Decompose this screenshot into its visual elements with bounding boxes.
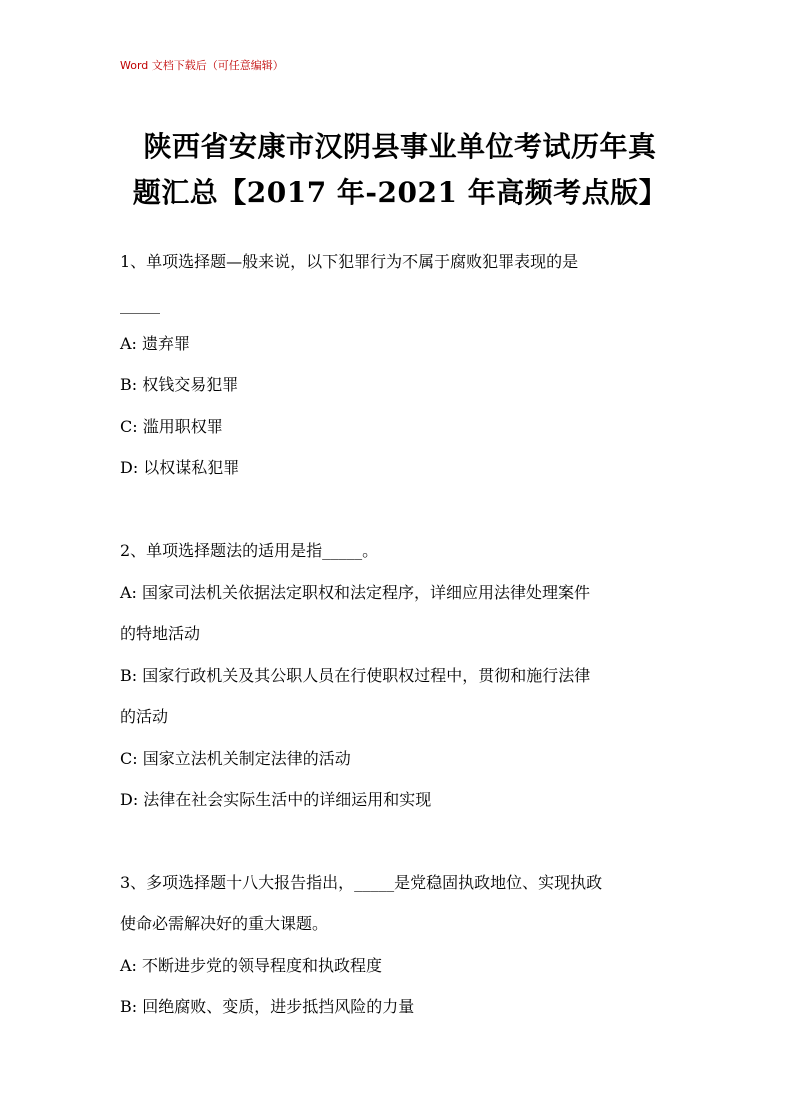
header-watermark: Word 文档下载后（可任意编辑） [120, 59, 284, 72]
question-2-option-c: C: 国家立法机关制定法律的活动 [120, 749, 351, 768]
question-3-option-a: A: 不断进步党的领导程度和执政程度 [120, 956, 383, 975]
question-2-option-a-cont: 的特地活动 [120, 624, 201, 643]
question-3-stem-cont: 使命必需解决好的重大课题。 [120, 914, 329, 933]
question-2-stem: 2、单项选择题法的适用是指_____。 [120, 541, 379, 560]
question-3-stem: 3、多项选择题十八大报告指出，_____是党稳固执政地位、实现执政 [120, 873, 603, 892]
question-1-option-d: D: 以权谋私犯罪 [120, 458, 240, 477]
question-1-blank: _____ [120, 295, 160, 314]
question-1-stem: 1、单项选择题—般来说，以下犯罪行为不属于腐败犯罪表现的是 [120, 252, 579, 271]
document-title [100, 124, 700, 216]
title-line-1: 陕西省安康市汉阴县事业单位考试历年真 [143, 130, 657, 163]
question-2-option-b-cont: 的活动 [120, 707, 169, 726]
question-2-option-a: A: 国家司法机关依据法定职权和法定程序，详细应用法律处理案件 [120, 583, 591, 602]
question-1-option-a: A: 遗弃罪 [120, 334, 191, 353]
question-1-option-c: C: 滥用职权罪 [120, 417, 223, 436]
question-2-option-d: D: 法律在社会实际生活中的详细运用和实现 [120, 790, 432, 809]
question-3-option-b: B: 回绝腐败、变质，进步抵挡风险的力量 [120, 997, 415, 1016]
question-2-option-b: B: 国家行政机关及其公职人员在行使职权过程中，贯彻和施行法律 [120, 666, 591, 685]
title-line-2: 题汇总【2017 年-2021 年高频考点版】 [132, 176, 668, 209]
question-1-option-b: B: 权钱交易犯罪 [120, 375, 239, 394]
